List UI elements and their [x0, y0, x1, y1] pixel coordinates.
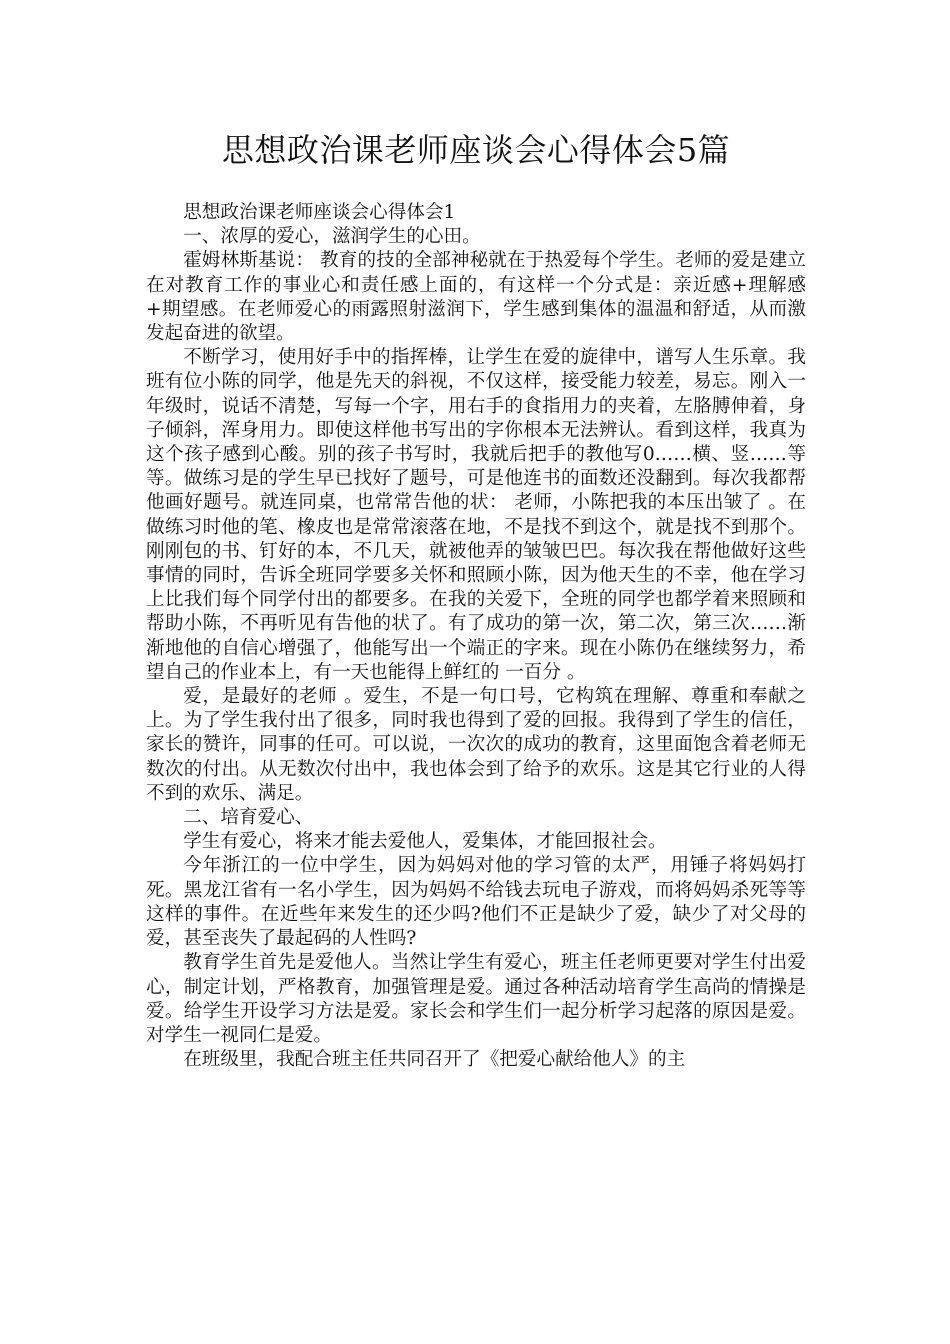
body-paragraph: 教育学生首先是爱他人。当然让学生有爱心，班主任老师更要对学生付出爱心，制定计划，严格教育，加强管理是爱。通过各种活动培育学生高尚的情操是爱。给学生开设学习方法是爱。家长会和学生们一起分析学习起落的原因是爱。对学生一视同仁是爱。 — [146, 952, 806, 1046]
body-paragraph: 在班级里，我配合班主任共同召开了《把爱心献给他人》的主 — [183, 1049, 686, 1071]
body-paragraph: 不断学习，使用好手中的指挥棒，让学生在爱的旋律中，谱写人生乐章。我班有位小陈的同学，他是先天的斜视，不仅这样，接受能力较差，易忘。刚入一年级时，说话不清楚，写每一个字，用右手的食指用力的夹着，左胳膊伸着，身子倾斜，浑身用力。即使这样他书写出的字你根本无法辨认。看到这样，我真为这个孩子感到心酸。别的孩子书写时，我就后把手的教他写0……横、竖……等等。做练习是的学生早已找好了题号，可是他连书的面数还没翻到。每次我都帮他画好题号。就连同桌，也常常告他的状： 老师，小陈把我的本压出皱了 。在做练习时他的笔、橡皮也是常常滚落在地，不是找不到这个，就是找不到那个。刚刚包的书、钉好的本，不几天，就被他弄的皱皱巴巴。每次我在帮他做好这些事情的同时，告诉全班同学要多关怀和照顾小陈，因为他天生的不幸，他在学习上比我们每个同学付出的都要多。在我的关爱下，全班的同学也都学着来照顾和帮助小陈，不再听见有告他的状了。有了成功的第一次，第二次，第三次……渐渐地他的自信心增强了，他能写出一个端正的字来。现在小陈仍在继续努力，希望自己的作业本上，有一天也能得上鲜红的 一百分 。 — [146, 347, 806, 683]
body-paragraph: 今年浙江的一位中学生，因为妈妈对他的学习管的太严，用锤子将妈妈打死。黑龙江省有一名小学生，因为妈妈不给钱去玩电子游戏，而将妈妈杀死等等这样的事件。在近些年来发生的还少吗?他们不正是缺少了爱，缺少了对父母的爱，甚至丧失了最起码的人性吗? — [146, 855, 806, 950]
body-paragraph: 霍姆林斯基说： 教育的技的全部神秘就在于热爱每个学生。老师的爱是建立在对教育工作的事业心和责任感上面的，有这样一个分式是：亲近感+理解感+期望感。在老师爱心的雨露照射滋润下，学生感到集体的温温和舒适，从而激发起奋进的欲望。 — [146, 250, 806, 345]
document-title: 思想政治课老师座谈会心得体会5篇 — [221, 131, 731, 169]
body-paragraph: 爱，是最好的老师 。爱生，不是一句口号，它构筑在理解、尊重和奉献之上。为了学生我付出了很多，同时我也得到了爱的回报。我得到了学生的信任，家长的赞许，同事的任可。可以说，一次次的成功的教育，这里面饱含着老师无数次的付出。从无数次付出中，我也体会到了给予的欢乐。这是其它行业的人得不到的欢乐、满足。 — [146, 686, 806, 804]
document-body — [146, 201, 806, 1072]
subtitle-paragraph: 思想政治课老师座谈会心得体会1 — [183, 202, 456, 223]
body-paragraph: 学生有爱心，将来才能去爱他人，爱集体，才能回报社会。 — [183, 831, 667, 853]
section-heading-1: 一、浓厚的爱心，滋润学生的心田。 — [183, 226, 481, 248]
section-heading-2: 二、培育爱心、 — [183, 807, 314, 829]
